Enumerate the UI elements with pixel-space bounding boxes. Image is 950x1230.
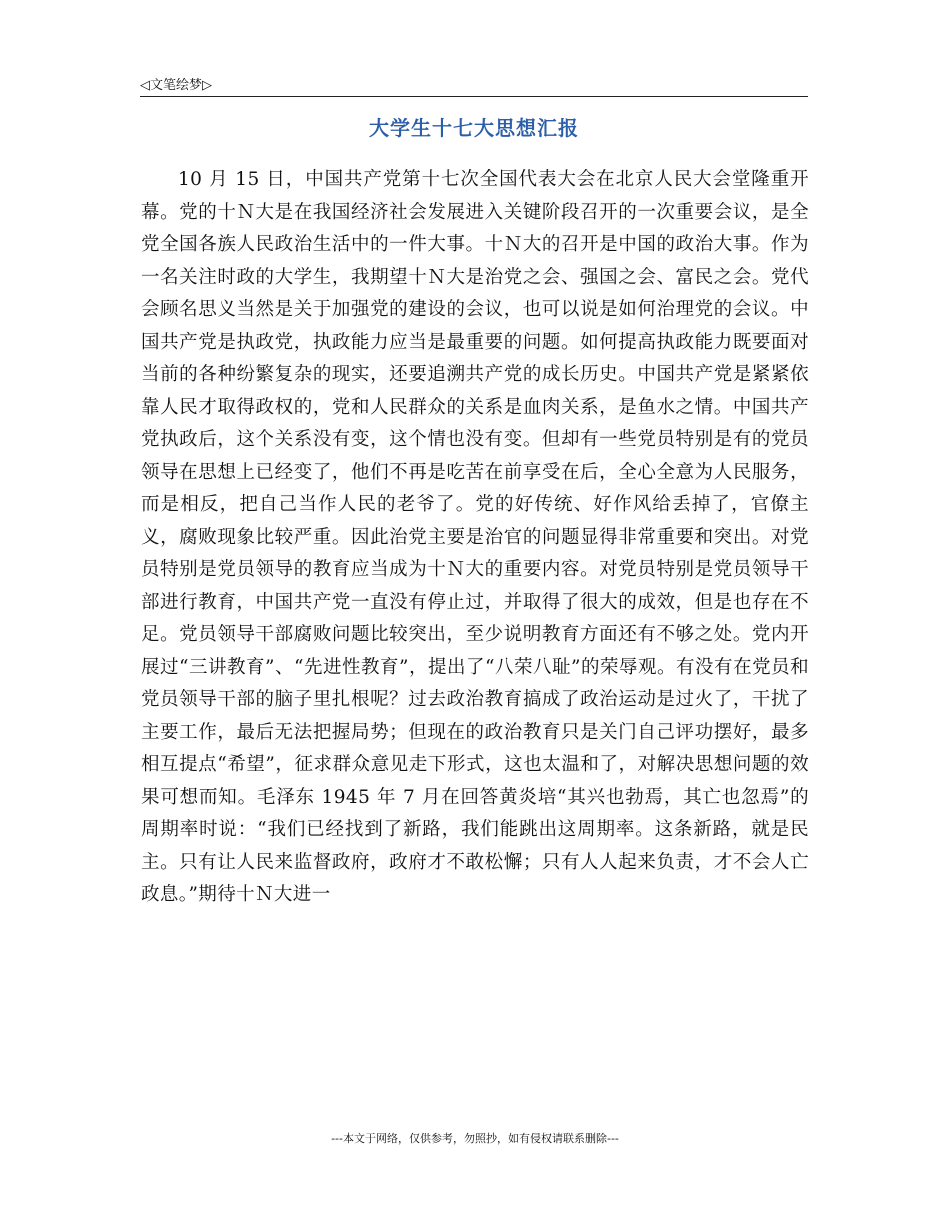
header-logo: ◁文笔绘梦▷ [140, 78, 212, 93]
footer-notice: ---本文于网络，仅供参考，勿照抄，如有侵权请联系删除--- [331, 1132, 619, 1145]
body-paragraph: 10 月 15 日，中国共产党第十七次全国代表大会在北京人民大会堂隆重开幕。党的十Ｎ大是在我国经济社会发展进入关键阶段召开的一次重要会议，是全党全国各族人民政治生活中的一件大事。十Ｎ大的召开是中国的政治大事。作为一名关注时政的大学生，我期望十Ｎ大是治党之会、强国之会、富民之会。党代会顾名思义当然是关于加强党的建设的会议，也可以说是如何治理党的会议。中国共产党是执政党，执政能力应当是最重要的问题。如何提高执政能力既要面对当前的各种纷繁复杂的现实，还要追溯共产党的成长历史。中国共产党是紧紧依靠人民才取得政权的，党和人民群众的关系是血肉关系，是鱼水之情。中国共产党执政后，这个关系没有变，这个情也没有变。但却有一些党员特别是有的党员领导在思想上已经变了，他们不再是吃苦在前享受在后，全心全意为人民服务，而是相反，把自己当作人民的老爷了。党的好传统、好作风给丢掉了，官僚主义，腐败现象比较严重。因此治党主要是治官的问题显得非常重要和突出。对党员特别是党员领导的教育应当成为十Ｎ大的重要内容。对党员特别是党员领导干部进行教育，中国共产党一直没有停止过，并取得了很大的成效，但是也存在不足。党员领导干部腐败问题比较突出，至少说明教育方面还有不够之处。党内开展过“三讲教育”、“先进性教育”，提出了“八荣八耻”的荣辱观。有没有在党员和党员领导干部的脑子里扎根呢？过去政治教育搞成了政治运动是过火了，干扰了主要工作，最后无法把握局势；但现在的政治教育只是关门自己评功摆好，最多相互提点“希望”，征求群众意见走下形式，这也太温和了，对解决思想问题的效果可想而知。毛泽东 1945 年 7 月在回答黄炎培“其兴也勃焉，其亡也忽焉”的周期率时说：“我们已经找到了新路，我们能跳出这周期率。这条新路，就是民主。只有让人民来监督政府，政府才不敢松懈；只有人人起来负责，才不会人亡政息。”期待十Ｎ大进一 [141, 169, 809, 905]
page-header [140, 72, 808, 97]
document-title: 大学生十七大思想汇报 [369, 116, 579, 140]
